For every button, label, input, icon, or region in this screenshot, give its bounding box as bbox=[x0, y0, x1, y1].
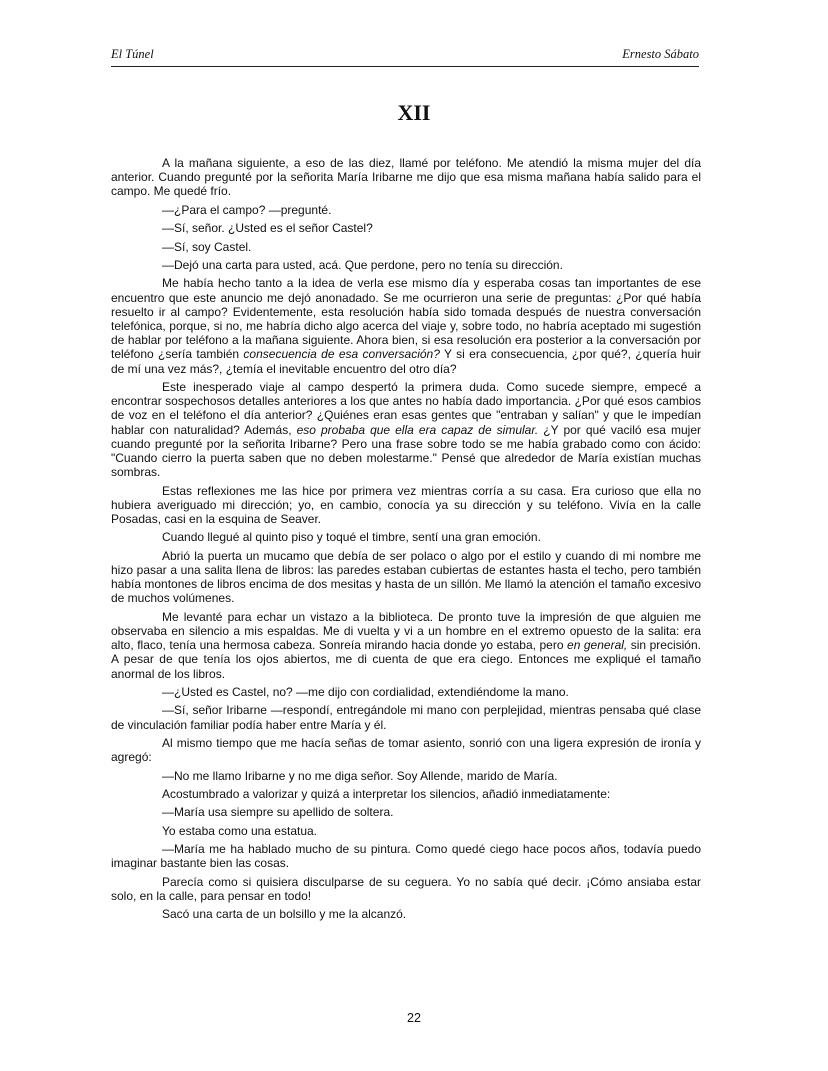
text-run: —Dejó una carta para usted, acá. Que perdone, pero no tenía su dirección. bbox=[162, 257, 563, 272]
text-run: Me había hecho tanto a la idea de verla ese mismo día y esperaba cosas tan importantes de ese encuentro que este anuncio me dejó anonadado. Se me ocurrieron una serie de preguntas: ¿Por qué había resuelto ir al campo? Evidentemente, esta resolución había sido tomada después de nuestra conversación telefónica, porque, si no, me habría dicho algo acerca del viaje y, sobre todo, no habría aceptado mi sugestión de hablar por teléfono a la mañana siguiente. Ahora bien, si esa resolución era posterior a la conversación por teléfono ¿sería también bbox=[111, 276, 701, 362]
chapter-heading: XII bbox=[397, 100, 431, 125]
paragraph bbox=[111, 549, 701, 606]
paragraph bbox=[111, 610, 701, 681]
author-name: Ernesto Sábato bbox=[622, 47, 699, 61]
text-run: A la mañana siguiente, a eso de las diez, llamé por teléfono. Me atendió la misma mujer del día anterior. Cuando pregunté por la señorita María Iribarne me dijo que esa misma mañana había salido para el campo. Me quedé frío. bbox=[111, 156, 701, 199]
text-run: sin precisión. A pesar de que tenía los ojos abiertos, me di cuenta de que era ciego. Entonces me expliqué el tamaño anormal de los libros. bbox=[111, 638, 701, 681]
paragraph bbox=[111, 276, 701, 375]
text-run: Abrió la puerta un mucamo que debía de ser polaco o algo por el estilo y cuando di mi nombre me hizo pasar a una salita llena de libros: las paredes estaban cubiertas de estantes hasta el techo, pero también había montones de libros encima de dos mesitas y hasta de un sillón. Me llamó la atención el tamaño excesivo de muchos volúmenes. bbox=[111, 548, 701, 606]
paragraph bbox=[111, 805, 701, 819]
text-run: —¿Usted es Castel, no? —me dijo con cordialidad, extendiéndome la mano. bbox=[162, 684, 569, 699]
text-run: Me levanté para echar un vistazo a la biblioteca. De pronto tuve la impresión de que alguien me observaba en silencio a mis espaldas. Me di vuelta y vi a un hombre en el extremo opuesto de la salita: era alto, flaco, tenía una hermosa cabeza. Sonreía mirando hacia donde yo estaba, pero bbox=[111, 609, 701, 653]
text-run: Al mismo tiempo que me hacía señas de tomar asiento, sonrió con una ligera expresión de ironía y agregó: bbox=[111, 735, 701, 765]
text-run: Y si era consecuencia, ¿por qué?, ¿quería huir de mí una vez más?, ¿temía el inevitable encuentro del otro día? bbox=[111, 347, 701, 376]
text-run: —Sí, señor. ¿Usted es el señor Castel? bbox=[162, 221, 373, 236]
italic-text: en general, bbox=[567, 638, 628, 653]
paragraph bbox=[111, 156, 701, 199]
paragraph bbox=[111, 842, 701, 870]
text-run: —Sí, señor Iribarne —respondí, entregándole mi mano con perplejidad, mientras pensaba qué clase de vinculación familiar podía haber entre María y él. bbox=[111, 703, 701, 732]
text-run: —No me llamo Iribarne y no me diga señor. Soy Allende, marido de María. bbox=[162, 768, 558, 783]
text-run: Este inesperado viaje al campo despertó la primera duda. Como sucede siempre, empecé a encontrar sospechosos detalles anteriores a los que antes no había dado importancia. ¿Por qué esos cambios de voz en el teléfono el día anterior? ¿Quiénes eran esas gentes que "entraban y salían" y que le impedían hablar con naturalidad? Además, bbox=[111, 379, 701, 437]
paragraph bbox=[111, 824, 701, 838]
paragraph bbox=[111, 736, 701, 764]
paragraph bbox=[111, 769, 701, 783]
paragraph bbox=[111, 221, 701, 235]
page-number: 22 bbox=[407, 1011, 421, 1025]
paragraph bbox=[111, 703, 701, 731]
paragraph bbox=[111, 685, 701, 699]
italic-text: consecuencia de esa conversación? bbox=[243, 347, 440, 362]
text-run: Cuando llegué al quinto piso y toqué el timbre, sentí una gran emoción. bbox=[162, 530, 541, 545]
paragraph bbox=[111, 787, 701, 801]
text-run: Parecía como si quisiera disculparse de su ceguera. Yo no sabía qué decir. ¡Cómo ansiaba estar solo, en la calle, para pensar en todo! bbox=[111, 874, 701, 903]
text-run: Yo estaba como una estatua. bbox=[162, 823, 318, 838]
paragraph bbox=[111, 240, 701, 254]
paragraph bbox=[111, 530, 701, 544]
paragraph bbox=[111, 203, 701, 217]
paragraph bbox=[111, 258, 701, 272]
text-run: ¿Y por qué vaciló esa mujer cuando pregunté por la señorita Iribarne? Pero una frase sobre todo se me había grabado como con ácido: "Cuando cierro la puerta saben que no deben molestarme." Pensé que alrededor de María existían muchas sombras. bbox=[111, 422, 701, 480]
paragraph bbox=[111, 380, 701, 479]
paragraph bbox=[111, 907, 701, 921]
text-run: —María usa siempre su apellido de soltera. bbox=[162, 805, 394, 820]
body-text bbox=[111, 156, 701, 926]
paragraph bbox=[111, 484, 701, 527]
text-run: Estas reflexiones me las hice por primera vez mientras corría a su casa. Era curioso que ella no hubiera averiguado mi dirección; yo, en cambio, conocía ya su dirección y su teléfono. Vivía en la calle Posadas, casi en la esquina de Seaver. bbox=[111, 483, 701, 526]
text-run: Acostumbrado a valorizar y quizá a interpretar los silencios, añadió inmediatamente: bbox=[162, 786, 611, 801]
text-run: —¿Para el campo? —pregunté. bbox=[162, 202, 332, 217]
text-run: —Sí, soy Castel. bbox=[162, 239, 252, 254]
text-run: —María me ha hablado mucho de su pintura. Como quedé ciego hace pocos años, todavía puedo imaginar bastante bien las cosas. bbox=[111, 842, 701, 871]
paragraph bbox=[111, 875, 701, 903]
italic-text: eso probaba que ella era capaz de simular. bbox=[296, 422, 539, 437]
running-header bbox=[111, 44, 699, 67]
book-title: El Túnel bbox=[111, 47, 154, 61]
text-run: Sacó una carta de un bolsillo y me la alcanzó. bbox=[162, 907, 407, 922]
